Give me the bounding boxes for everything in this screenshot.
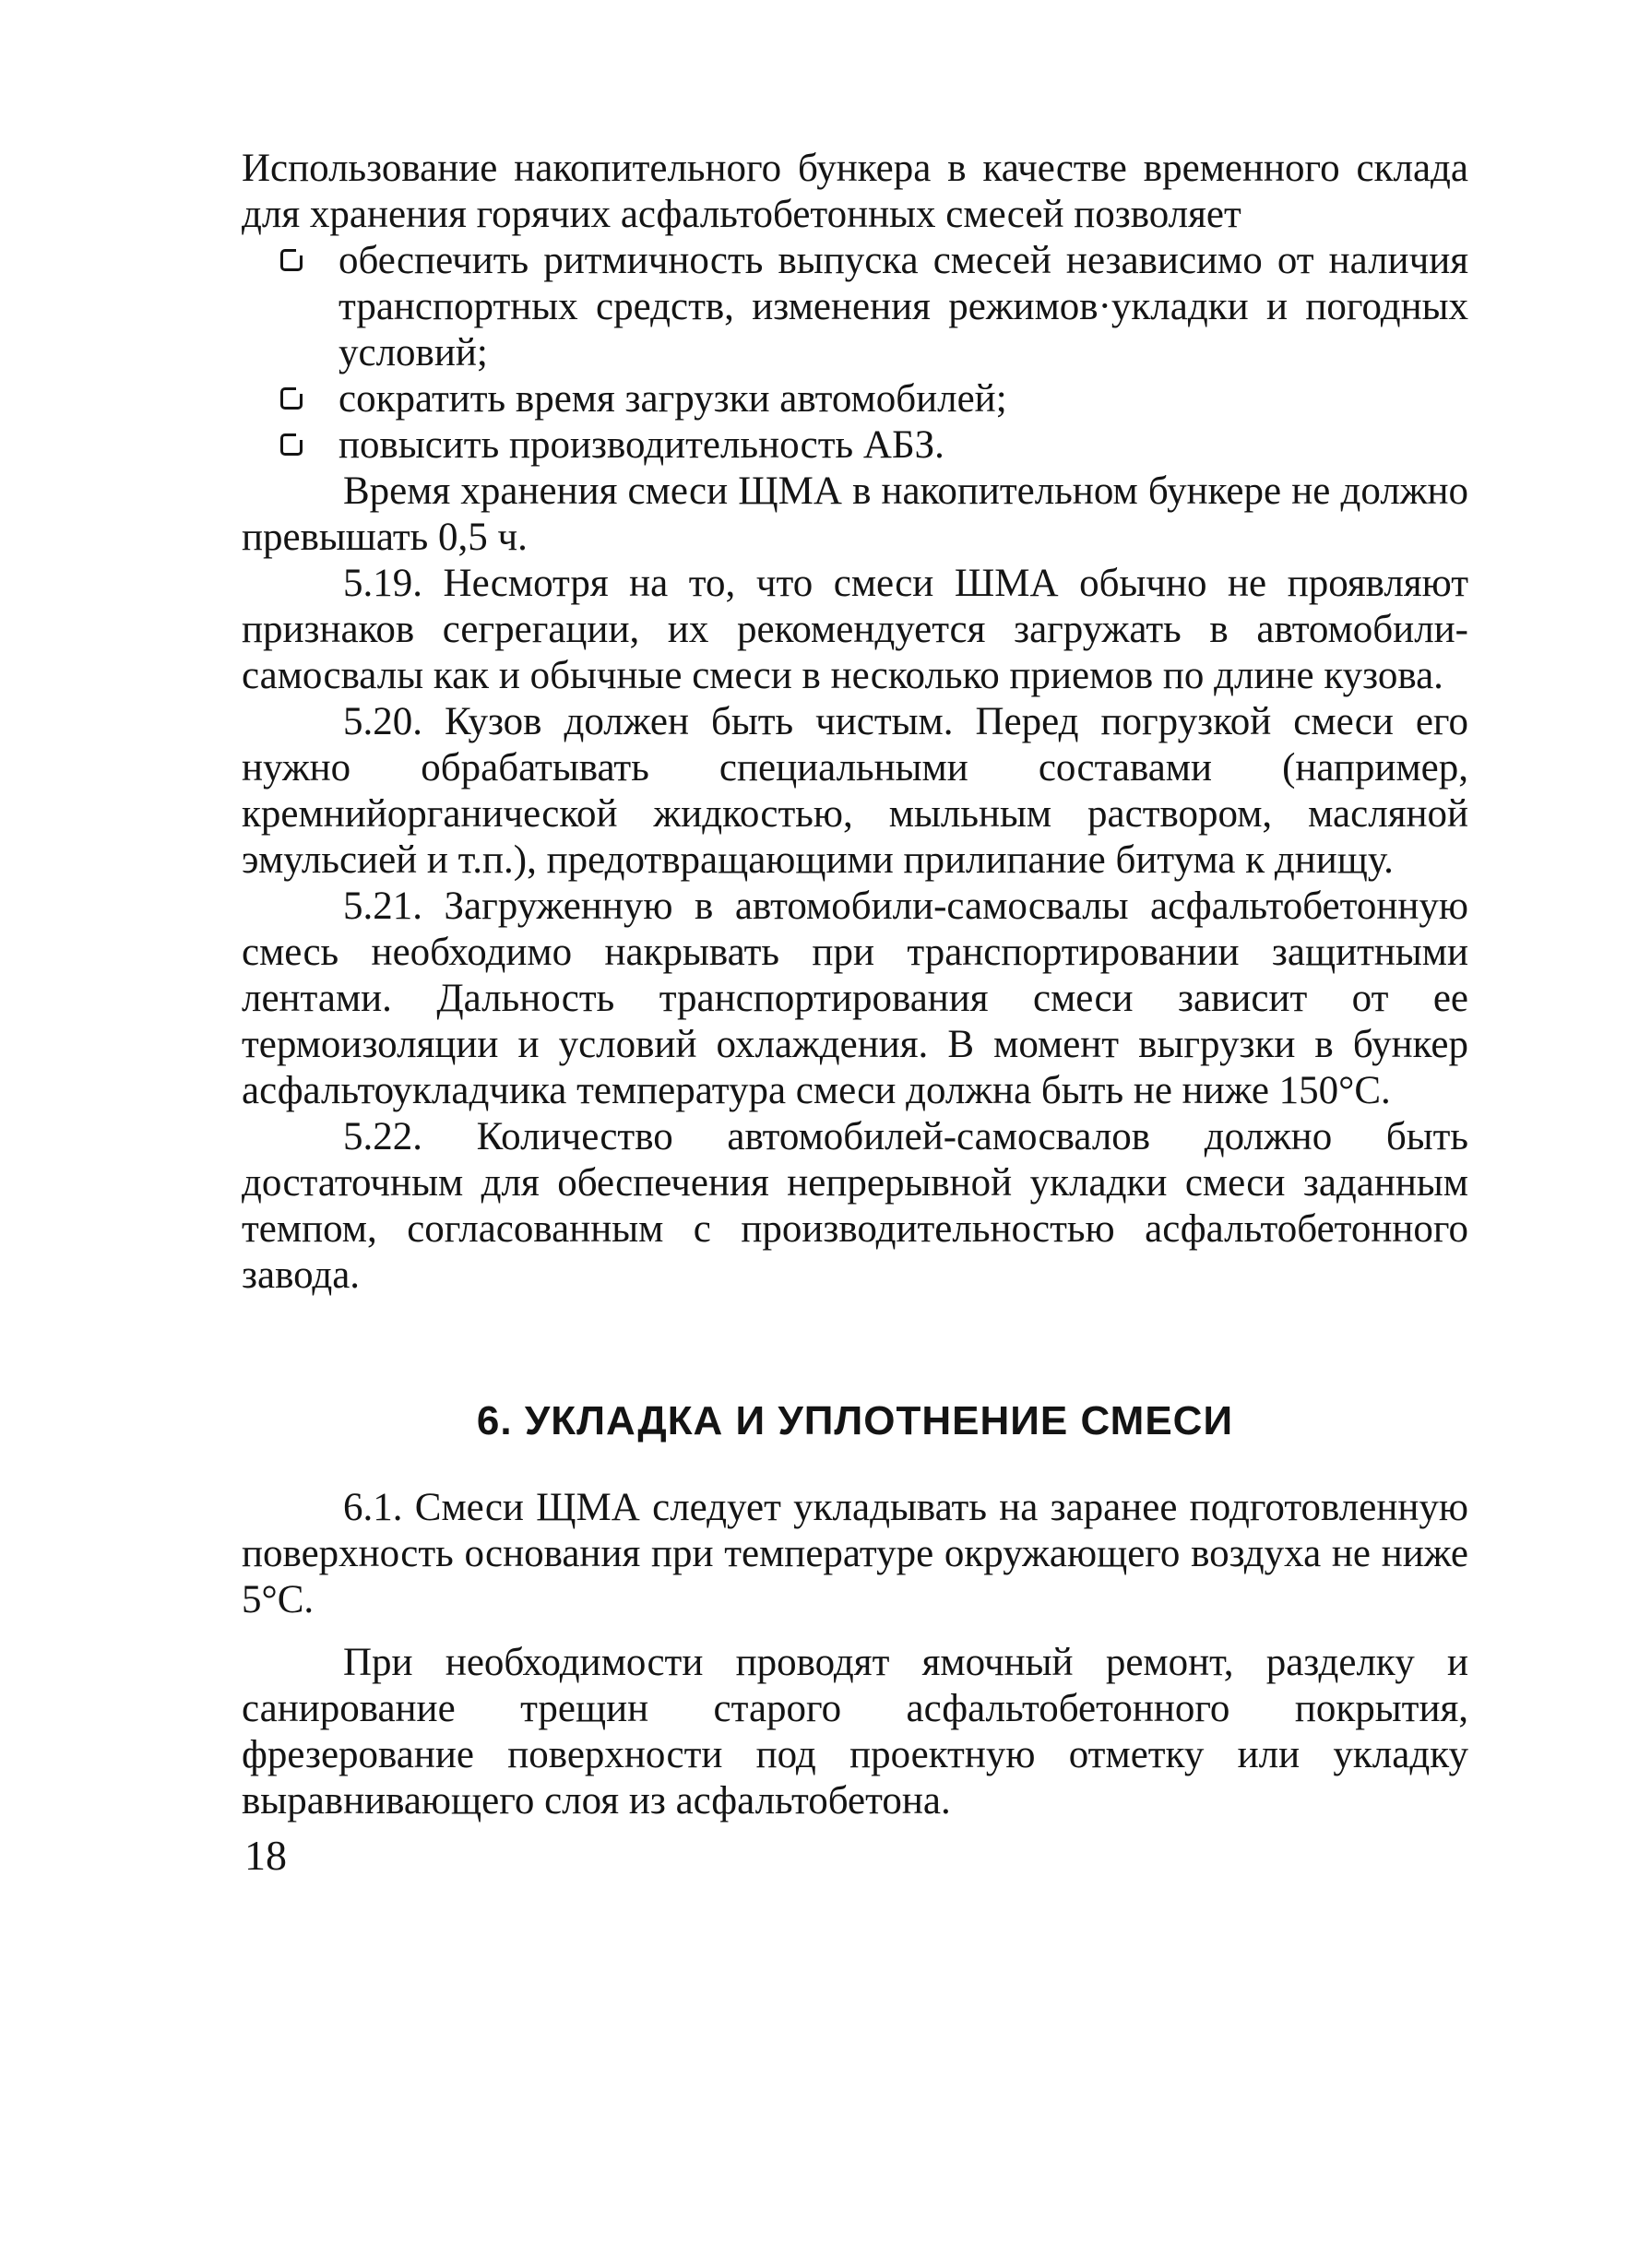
paragraph-5-21: 5.21. Загруженную в автомобили-самосвалы асфальтобетонную смесь необходимо накрывать при транспортировании защитными лентами. Дальность транспортирования смеси зависит от ее термоизоляции и условий охлаждения. В момент выгрузки в бункер асфальтоукладчика температура смеси должна быть не ниже 150°С. <box>242 885 1468 1112</box>
intro-block <box>242 146 1468 1299</box>
bullet-text: обеспечить ритмичность выпуска смесей независимо от наличия транспортных средств, изменения режимов·укладки и погодных условий; <box>338 239 1468 374</box>
bullet-text: сократить время загрузки автомобилей; <box>338 377 1007 421</box>
checkbox-bullet-icon <box>280 249 303 271</box>
list-item <box>242 238 1468 376</box>
checkbox-bullet-icon <box>280 433 303 456</box>
intro-paragraph: Использование накопительного бункера в качестве временного склада для хранения горячих асфальтобетонных смесей позволяет <box>242 147 1468 236</box>
paragraph-repair: При необходимости проводят ямочный ремонт, разделку и санирование трещин старого асфальтобетонного покрытия, фрезерование поверхности под проектную отметку или укладку выравнивающего слоя из асфальтобетона. <box>242 1641 1468 1823</box>
list-item <box>242 422 1468 469</box>
bullet-list <box>242 238 1468 469</box>
paragraph-5-19: 5.19. Несмотря на то, что смеси ШМА обычно не проявляют признаков сегрегации, их рекомендуется загружать в автомобили-самосвалы как и обычные смеси в несколько приемов по длине кузова. <box>242 562 1468 697</box>
checkbox-bullet-icon <box>280 387 303 410</box>
paragraph-6-1: 6.1. Смеси ЩМА следует укладывать на заранее подготовленную поверхность основания при температуре окружающего воздуха не ниже 5°С. <box>242 1486 1468 1621</box>
storage-time-paragraph: Время хранения смеси ЩМА в накопительном бункере не должно превышать 0,5 ч. <box>242 469 1468 559</box>
list-item <box>242 376 1468 422</box>
paragraph-5-20: 5.20. Кузов должен быть чистым. Перед погрузкой смеси его нужно обрабатывать специальными составами (например, кремнийорганической жидкостью, мыльным раствором, масляной эмульсией и т.п.), предотвращающими прилипание битума к днищу. <box>242 700 1468 882</box>
paragraph-5-22: 5.22. Количество автомобилей-самосвалов должно быть достаточным для обеспечения непрерывной укладки смеси заданным темпом, согласованным с производительностью асфальтобетонного завода. <box>242 1115 1468 1297</box>
page-number: 18 <box>244 1832 287 1879</box>
section-6-block <box>242 1485 1468 1824</box>
bullet-text: повысить производительность АБЗ. <box>338 423 944 467</box>
section-heading: 6. УКЛАДКА И УПЛОТНЕНИЕ СМЕСИ <box>476 1398 1234 1443</box>
